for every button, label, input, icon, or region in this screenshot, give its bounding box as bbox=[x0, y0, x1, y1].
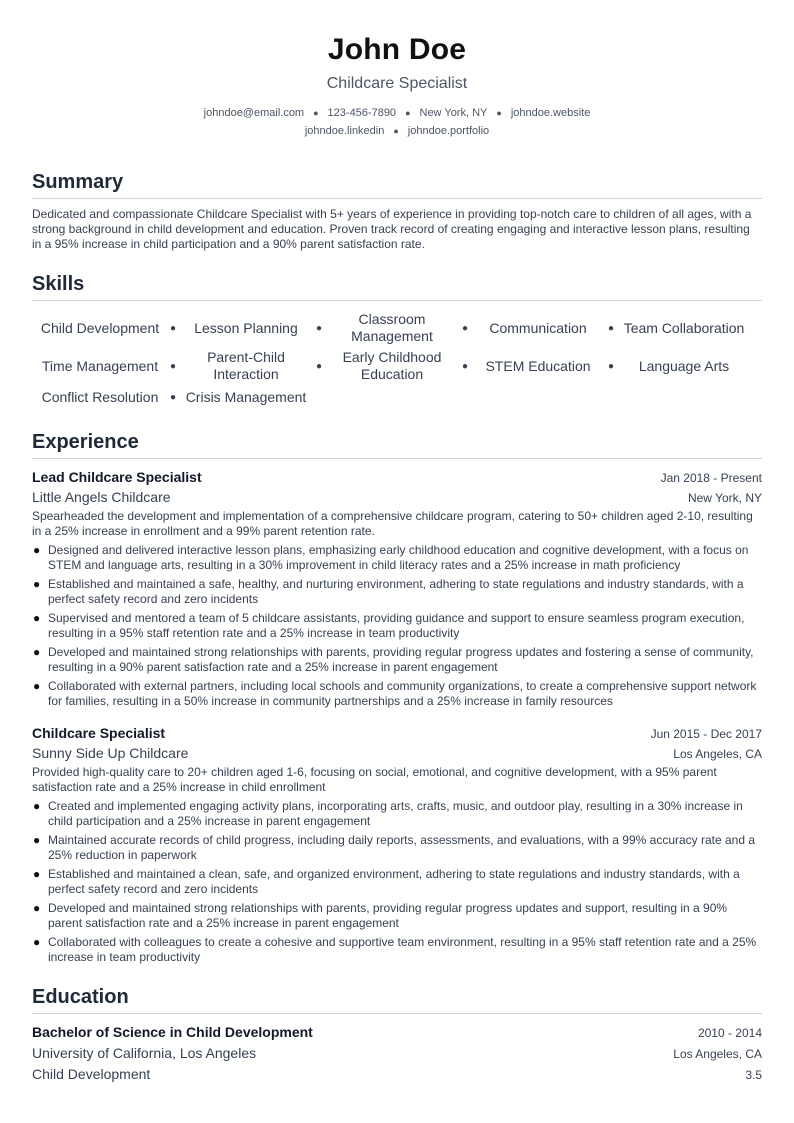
education-field: Child Development bbox=[32, 1066, 151, 1082]
job-title: Lead Childcare Specialist bbox=[32, 469, 202, 485]
bullet-icon: ● bbox=[33, 645, 41, 659]
bullet-icon: ● bbox=[33, 901, 41, 915]
resume-page bbox=[32, 0, 762, 1085]
contact-phone[interactable]: 123-456-7890 bbox=[327, 107, 397, 119]
education-location: Los Angeles, CA bbox=[673, 1047, 762, 1061]
skill-item: Communication bbox=[489, 319, 587, 336]
bullet-icon: ● bbox=[33, 867, 41, 881]
candidate-role: Childcare Specialist bbox=[326, 75, 468, 92]
job-bullet: ● Designed and delivered interactive lesson plans, emphasizing early childhood education and cognitive development, with a focus on STEM and language arts, resulting in a 30% improvement in child literacy rates and a 25% increase in math proficiency bbox=[33, 543, 749, 572]
job-company: Sunny Side Up Childcare bbox=[32, 745, 189, 761]
bullet-icon: ● bbox=[33, 543, 41, 557]
skill-item: Conflict Resolution bbox=[41, 389, 159, 405]
skills-grid bbox=[32, 311, 762, 408]
skill-item: Child Development bbox=[40, 319, 160, 336]
separator-dot: ● bbox=[169, 322, 177, 334]
job-bullet: ● Supervised and mentored a team of 5 childcare assistants, providing guidance and support to ensure seamless program execution, resulting in a 95% staff retention rate and a 25% increase in team productivity bbox=[33, 611, 745, 640]
education-gpa: 3.5 bbox=[745, 1068, 762, 1082]
job-location: New York, NY bbox=[687, 491, 762, 505]
contact-info bbox=[32, 104, 762, 140]
separator-dot: ● bbox=[315, 360, 323, 372]
separator-dot: ● bbox=[496, 108, 502, 118]
separator-dot: ● bbox=[169, 360, 177, 372]
job-bullet: ● Established and maintained a clean, safe, and organized environment, adhering to state regulations and industry standards, with a perfect safety record and zero incidents bbox=[33, 867, 740, 896]
contact-location: New York, NY bbox=[419, 107, 488, 119]
contact-website[interactable]: johndoe.website bbox=[510, 107, 591, 119]
contact-row-1 bbox=[32, 104, 762, 122]
contact-row-2 bbox=[32, 122, 762, 140]
education-dates: 2010 - 2014 bbox=[697, 1026, 762, 1040]
separator-dot: ● bbox=[461, 322, 469, 334]
experience-section bbox=[32, 430, 762, 965]
job-company: Little Angels Childcare bbox=[32, 489, 171, 505]
bullet-icon: ● bbox=[33, 833, 41, 847]
summary-text: Dedicated and compassionate Childcare Specialist with 5+ years of experience in providing top-notch care to children of all ages, with a strong background in child development and education. Proven track record of creating engaging and interactive lesson plans, resulting in a 95% increase in child participation and a 90% parent satisfaction rate. bbox=[32, 207, 752, 251]
job-description: Spearheaded the development and implementation of a comprehensive childcare program, catering to 50+ children aged 2-10, resulting in a 25% increase in enrollment and a 99% parent retention rate. bbox=[32, 509, 753, 538]
skill-item: Classroom Management bbox=[351, 311, 433, 344]
section-title-summary: Summary bbox=[32, 170, 762, 199]
section-title-experience: Experience bbox=[32, 430, 762, 459]
job-entry bbox=[32, 723, 762, 965]
section-title-education: Education bbox=[32, 985, 762, 1014]
education-entry bbox=[32, 1022, 762, 1085]
separator-dot: ● bbox=[393, 126, 399, 136]
separator-dot: ● bbox=[313, 108, 319, 118]
contact-email[interactable]: johndoe@email.com bbox=[203, 107, 305, 119]
skill-item: Language Arts bbox=[638, 357, 730, 374]
skill-item: Crisis Management bbox=[185, 389, 307, 405]
separator-dot: ● bbox=[461, 360, 469, 372]
separator-dot: ● bbox=[607, 322, 615, 334]
bullet-icon: ● bbox=[33, 679, 41, 693]
education-school: University of California, Los Angeles bbox=[32, 1045, 257, 1061]
separator-dot: ● bbox=[405, 108, 411, 118]
skill-item: Time Management bbox=[41, 357, 159, 374]
section-title-skills: Skills bbox=[32, 272, 762, 301]
skill-item: Lesson Planning bbox=[194, 319, 298, 336]
job-bullet: ● Established and maintained a safe, healthy, and nurturing environment, adhering to state regulations and industry standards, with a perfect safety record and zero incidents bbox=[33, 577, 744, 606]
separator-dot: ● bbox=[607, 360, 615, 372]
summary-section bbox=[32, 170, 762, 252]
resume-header bbox=[32, 0, 762, 140]
contact-portfolio[interactable]: johndoe.portfolio bbox=[407, 125, 490, 137]
skill-item: STEM Education bbox=[485, 357, 591, 374]
job-bullets bbox=[32, 543, 762, 709]
bullet-icon: ● bbox=[33, 799, 41, 813]
job-bullet: ● Collaborated with external partners, including local schools and community organizations, to create a comprehensive support network for families, resulting in a 50% increase in community partnerships and a 25% increase in family resources bbox=[33, 679, 757, 708]
separator-dot: ● bbox=[169, 392, 177, 403]
separator-dot: ● bbox=[315, 322, 323, 334]
job-title: Childcare Specialist bbox=[32, 725, 166, 741]
job-location: Los Angeles, CA bbox=[673, 747, 762, 761]
skill-item: Parent-Child Interaction bbox=[207, 349, 285, 382]
skill-item: Early Childhood Education bbox=[342, 349, 442, 382]
job-bullet: ● Developed and maintained strong relationships with parents, providing regular progress updates and fostering a sense of community, resulting in a 90% parent satisfaction rate and a 25% increase in parent engagement bbox=[33, 645, 754, 674]
job-dates: Jan 2018 - Present bbox=[660, 471, 762, 485]
job-bullets bbox=[32, 799, 762, 965]
job-bullet: ● Maintained accurate records of child progress, including daily reports, assessments, and evaluations, with a 99% accuracy rate and a 25% reduction in paperwork bbox=[33, 833, 756, 862]
job-bullet: ● Created and implemented engaging activity plans, incorporating arts, crafts, music, and outdoor play, resulting in a 30% increase in child participation and a 25% increase in parent engagement bbox=[33, 799, 743, 828]
job-dates: Jun 2015 - Dec 2017 bbox=[650, 727, 762, 741]
contact-linkedin[interactable]: johndoe.linkedin bbox=[304, 125, 385, 137]
job-description: Provided high-quality care to 20+ children aged 1-6, focusing on social, emotional, and cognitive development, with a 95% parent satisfaction rate and a 25% increase in child enrollment bbox=[32, 765, 717, 794]
bullet-icon: ● bbox=[33, 577, 41, 591]
job-bullet: ● Developed and maintained strong relationships with parents, providing regular progress updates and support, resulting in a 90% parent satisfaction rate and a 25% increase in parent engagement bbox=[33, 901, 728, 930]
bullet-icon: ● bbox=[33, 611, 41, 625]
skill-item: Team Collaboration bbox=[623, 319, 745, 336]
bullet-icon: ● bbox=[33, 935, 41, 949]
job-bullet: ● Collaborated with colleagues to create a cohesive and supportive team environment, resulting in a 95% staff retention rate and a 25% increase in team productivity bbox=[33, 935, 757, 964]
candidate-name: John Doe bbox=[327, 33, 467, 66]
education-section bbox=[32, 985, 762, 1085]
education-degree: Bachelor of Science in Child Development bbox=[32, 1024, 313, 1040]
skills-section bbox=[32, 272, 762, 408]
job-entry bbox=[32, 467, 762, 709]
